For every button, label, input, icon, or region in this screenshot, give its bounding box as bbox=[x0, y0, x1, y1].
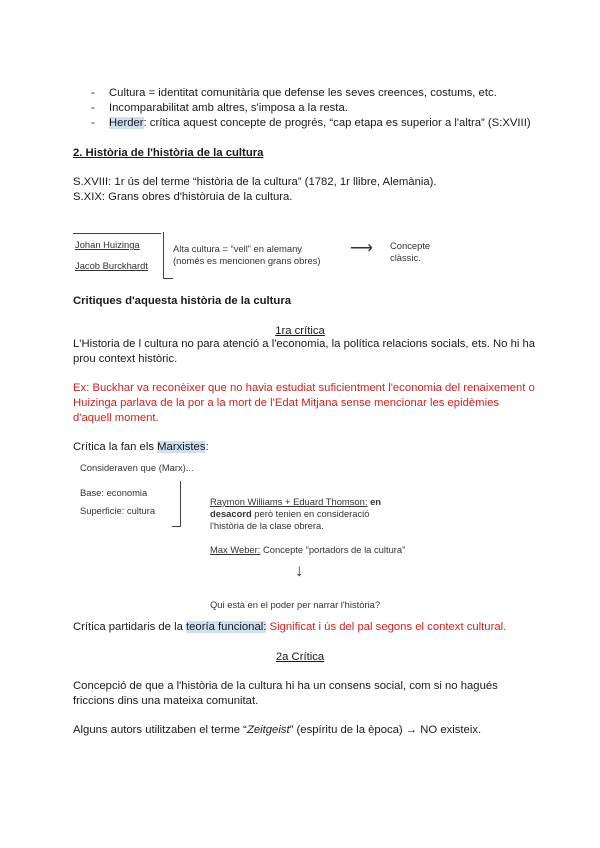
bullet-text: : crítica aquest concepte de progrés, “cap etapa es superior a l'altra” (S:XVIII) bbox=[143, 117, 531, 129]
text: desacord bbox=[210, 508, 252, 519]
text: Alguns autors utilitzaben el terme “ bbox=[73, 724, 247, 736]
critiques-title: Critiques d'aquesta història de la cultura bbox=[73, 295, 292, 307]
highlighted-herder: Herder bbox=[109, 117, 144, 129]
critique1-heading: 1ra crítica bbox=[275, 325, 325, 337]
result-text: Concepte bbox=[390, 240, 431, 251]
diagram-text: l'història de la clase obrera. bbox=[210, 520, 324, 531]
bullet-text: Incomparabilitat amb altres, s'imposa a la resta. bbox=[109, 102, 348, 114]
desacord-line bbox=[210, 508, 369, 520]
list-item: - Herder: crítica aquest concepte de progrés, “cap etapa es superior a l'altra” (S:XVIII) bbox=[91, 117, 531, 129]
example-line: Huizinga parlava de la por a la mort de l'Edat Mitjana sense mencionar les epidèmies bbox=[73, 397, 500, 409]
text: però tenien en consideració bbox=[254, 508, 370, 519]
red-text: Significat i ús del pal segons el context cultural. bbox=[269, 621, 507, 633]
diagram-bracket-foot bbox=[172, 526, 181, 527]
bullet-text: Cultura = identitat comunitària que defense les seves creences, costums, etc. bbox=[109, 87, 497, 99]
paragraph-line: L'Historia de l cultura no para atenció a l'economia, la política relacions socials, ets. No hi ha bbox=[73, 338, 536, 350]
text: Crítica partidaris de la bbox=[73, 621, 187, 633]
arrow-right-icon: ⟶ bbox=[350, 240, 373, 257]
critique2-heading: 2a Crítica bbox=[275, 651, 325, 663]
funcional-line bbox=[73, 620, 506, 635]
marxistes-line bbox=[73, 440, 209, 455]
text: : bbox=[205, 441, 209, 453]
weber-line bbox=[210, 544, 405, 556]
paragraph-line: Concepció de que a l'història de la cultura hi ha un consens social, com si no hagués bbox=[73, 680, 498, 692]
section-title: 2. Història de l'història de la cultura bbox=[73, 147, 264, 159]
diagram-line bbox=[73, 233, 161, 234]
example-line: Ex: Buckhar va reconèixer que no havia estudiat suficientment l'economia del renaixement o bbox=[73, 382, 535, 394]
diagram-text: Base: economia bbox=[80, 487, 148, 498]
weber-name: Max Weber: bbox=[210, 544, 261, 555]
author-burckhardt: Jacob Burckhardt bbox=[75, 260, 148, 271]
diagram-text: Alta cultura = “vell” en alemany bbox=[173, 243, 302, 254]
diagram-text: (només es mencionen grans obres) bbox=[173, 255, 321, 266]
zeitgeist-line bbox=[73, 723, 481, 738]
author-huizinga: Johan Huizinga bbox=[75, 239, 140, 250]
text: Concepte “portadors de la cultura” bbox=[262, 544, 406, 555]
arrow-down-icon: ↓ bbox=[295, 561, 304, 580]
paragraph-line: friccions dins una mateixa comunitat. bbox=[73, 695, 259, 707]
diagram-text: Consideraven que (Marx)... bbox=[80, 462, 194, 473]
authors-text: Raymon Williams + Eduard Thomson: bbox=[210, 496, 368, 507]
williams-thomson-line bbox=[210, 496, 381, 508]
paragraph-line: S.XVIII: 1r ús del terme “història de la cultura” (1782, 1r llibre, Alemània). bbox=[73, 176, 437, 188]
diagram-bracket bbox=[180, 481, 181, 527]
text: en bbox=[370, 496, 382, 507]
highlighted-marxistes: Marxistes bbox=[157, 441, 206, 453]
diagram-bracket-foot bbox=[163, 278, 173, 279]
list-item: - Cultura = identitat comunitària que defense les seves creences, costums, etc. bbox=[91, 87, 497, 99]
paragraph-line: prou context històric. bbox=[73, 353, 178, 365]
italic-zeitgeist: Zeitgeist bbox=[246, 724, 290, 736]
diagram-bracket bbox=[163, 232, 164, 279]
text: Crítica la fan els bbox=[73, 441, 158, 453]
highlighted-funcional: teoría funcional: bbox=[186, 621, 267, 633]
paragraph-line: S.XIX: Grans obres d'històruia de la cultura. bbox=[73, 191, 293, 203]
text: ” (espíritu de la època) → NO existeix. bbox=[289, 724, 482, 736]
diagram-text: Superficie: cultura bbox=[80, 505, 156, 516]
example-line: d'aquell moment. bbox=[73, 412, 159, 424]
list-item: - Incomparabilitat amb altres, s'imposa a la resta. bbox=[91, 102, 348, 114]
result-text: clàssic. bbox=[390, 252, 421, 263]
bullet-list bbox=[91, 86, 531, 131]
question-text: Qui està en el poder per narrar l'història? bbox=[210, 599, 381, 610]
